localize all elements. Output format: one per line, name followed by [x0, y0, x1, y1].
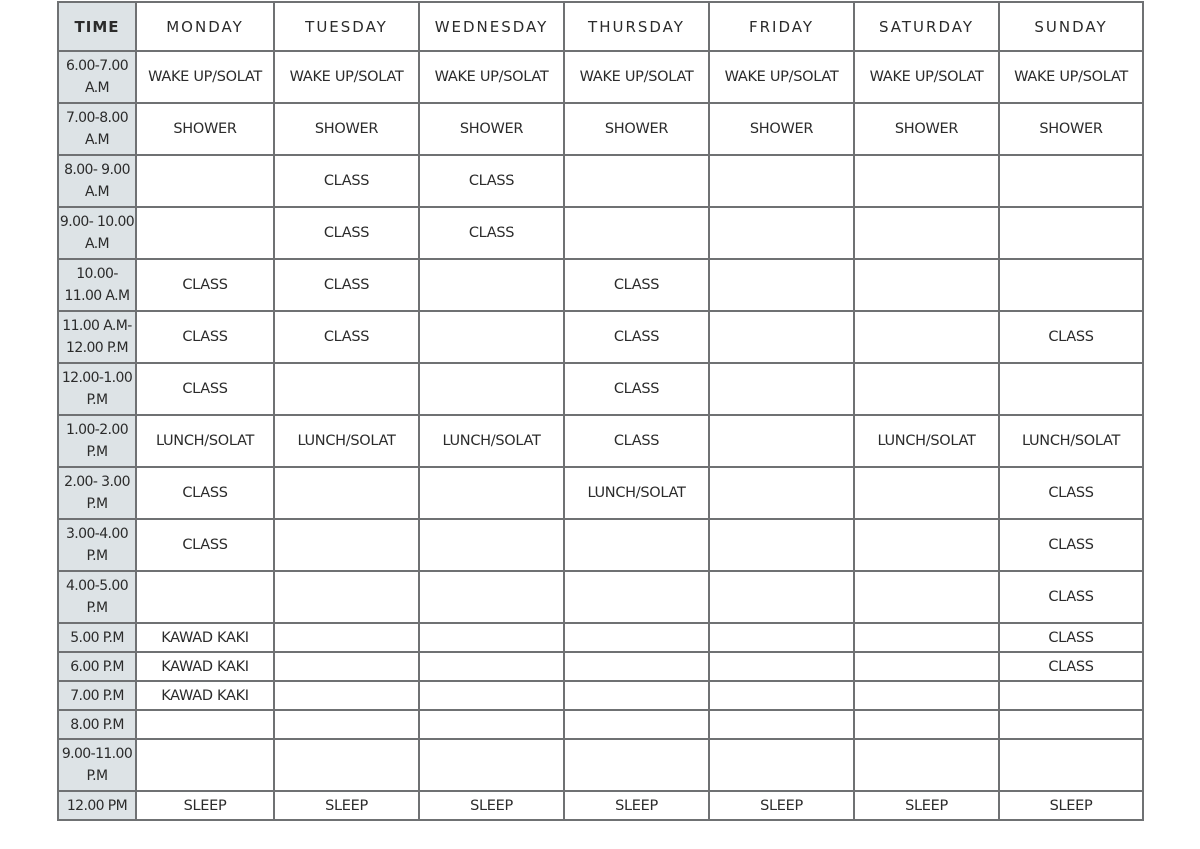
schedule-cell — [999, 259, 1143, 311]
schedule-cell: SHOWER — [136, 103, 274, 155]
schedule-cell: SLEEP — [709, 791, 854, 820]
schedule-cell: SLEEP — [274, 791, 419, 820]
schedule-cell: CLASS — [999, 623, 1143, 652]
schedule-cell: CLASS — [274, 259, 419, 311]
schedule-cell — [564, 623, 709, 652]
day-header-saturday: SATURDAY — [854, 2, 999, 51]
schedule-cell — [419, 571, 564, 623]
schedule-cell — [564, 571, 709, 623]
time-slot-label: 1.00-2.00 P.M — [58, 415, 136, 467]
time-slot-label: 5.00 P.M — [58, 623, 136, 652]
table-row — [58, 710, 1143, 739]
schedule-cell — [999, 681, 1143, 710]
schedule-cell: CLASS — [999, 311, 1143, 363]
schedule-cell — [854, 710, 999, 739]
schedule-cell: WAKE UP/SOLAT — [999, 51, 1143, 103]
schedule-cell — [419, 519, 564, 571]
schedule-cell — [709, 467, 854, 519]
day-header-tuesday: TUESDAY — [274, 2, 419, 51]
table-row — [58, 311, 1143, 363]
schedule-cell — [854, 623, 999, 652]
schedule-cell — [274, 571, 419, 623]
time-slot-label: 7.00 P.M — [58, 681, 136, 710]
table-row — [58, 415, 1143, 467]
table-row — [58, 51, 1143, 103]
schedule-cell — [854, 155, 999, 207]
schedule-cell — [419, 739, 564, 791]
schedule-cell: CLASS — [564, 415, 709, 467]
schedule-cell: LUNCH/SOLAT — [419, 415, 564, 467]
schedule-cell — [136, 207, 274, 259]
schedule-cell: SHOWER — [999, 103, 1143, 155]
schedule-cell: CLASS — [274, 311, 419, 363]
schedule-cell: LUNCH/SOLAT — [136, 415, 274, 467]
table-row — [58, 739, 1143, 791]
schedule-cell: CLASS — [136, 259, 274, 311]
schedule-cell — [854, 259, 999, 311]
schedule-cell — [854, 363, 999, 415]
schedule-cell — [854, 519, 999, 571]
schedule-cell: KAWAD KAKI — [136, 623, 274, 652]
schedule-cell — [419, 363, 564, 415]
header-row — [58, 2, 1143, 51]
schedule-cell — [854, 571, 999, 623]
schedule-cell: SHOWER — [564, 103, 709, 155]
schedule-cell: CLASS — [136, 467, 274, 519]
schedule-cell: WAKE UP/SOLAT — [709, 51, 854, 103]
time-column-header: TIME — [58, 2, 136, 51]
schedule-cell — [709, 311, 854, 363]
schedule-cell — [709, 519, 854, 571]
time-slot-label: 11.00 A.M- 12.00 P.M — [58, 311, 136, 363]
schedule-cell — [709, 415, 854, 467]
day-header-friday: FRIDAY — [709, 2, 854, 51]
table-row — [58, 681, 1143, 710]
day-header-wednesday: WEDNESDAY — [419, 2, 564, 51]
table-row — [58, 571, 1143, 623]
weekly-schedule-table — [57, 1, 1144, 821]
schedule-cell — [136, 739, 274, 791]
schedule-cell — [419, 623, 564, 652]
schedule-cell: CLASS — [274, 155, 419, 207]
schedule-cell — [564, 739, 709, 791]
schedule-cell — [999, 155, 1143, 207]
schedule-cell — [136, 571, 274, 623]
schedule-cell — [999, 363, 1143, 415]
time-slot-label: 3.00-4.00 P.M — [58, 519, 136, 571]
schedule-cell — [709, 652, 854, 681]
schedule-cell — [274, 710, 419, 739]
schedule-cell — [709, 571, 854, 623]
schedule-cell — [564, 652, 709, 681]
schedule-cell — [709, 623, 854, 652]
day-header-thursday: THURSDAY — [564, 2, 709, 51]
table-row — [58, 207, 1143, 259]
schedule-body — [58, 51, 1143, 820]
schedule-cell — [419, 467, 564, 519]
time-slot-label: 8.00- 9.00 A.M — [58, 155, 136, 207]
schedule-cell — [274, 652, 419, 681]
time-slot-label: 9.00-11.00 P.M — [58, 739, 136, 791]
schedule-cell — [854, 681, 999, 710]
schedule-cell: WAKE UP/SOLAT — [274, 51, 419, 103]
schedule-cell — [419, 311, 564, 363]
schedule-cell: CLASS — [564, 311, 709, 363]
table-row — [58, 103, 1143, 155]
schedule-cell — [419, 259, 564, 311]
schedule-cell: LUNCH/SOLAT — [999, 415, 1143, 467]
time-slot-label: 12.00-1.00 P.M — [58, 363, 136, 415]
schedule-cell — [854, 467, 999, 519]
time-slot-label: 7.00-8.00 A.M — [58, 103, 136, 155]
table-row — [58, 363, 1143, 415]
schedule-cell — [564, 155, 709, 207]
table-row — [58, 155, 1143, 207]
schedule-cell — [274, 467, 419, 519]
schedule-cell: CLASS — [419, 155, 564, 207]
schedule-cell — [709, 363, 854, 415]
schedule-cell — [854, 311, 999, 363]
time-slot-label: 12.00 PM — [58, 791, 136, 820]
schedule-cell — [274, 519, 419, 571]
schedule-cell: CLASS — [999, 652, 1143, 681]
schedule-cell: SLEEP — [564, 791, 709, 820]
schedule-cell: SHOWER — [419, 103, 564, 155]
schedule-cell — [854, 652, 999, 681]
schedule-cell: KAWAD KAKI — [136, 652, 274, 681]
time-slot-label: 2.00- 3.00 P.M — [58, 467, 136, 519]
time-slot-label: 4.00-5.00 P.M — [58, 571, 136, 623]
schedule-cell: CLASS — [564, 363, 709, 415]
table-row — [58, 519, 1143, 571]
schedule-cell — [854, 739, 999, 791]
time-slot-label: 10.00- 11.00 A.M — [58, 259, 136, 311]
schedule-cell — [709, 207, 854, 259]
time-slot-label: 6.00-7.00 A.M — [58, 51, 136, 103]
schedule-cell: CLASS — [136, 519, 274, 571]
schedule-cell — [709, 259, 854, 311]
schedule-cell: CLASS — [999, 571, 1143, 623]
schedule-cell: SHOWER — [709, 103, 854, 155]
schedule-cell — [564, 681, 709, 710]
schedule-cell: CLASS — [999, 467, 1143, 519]
schedule-cell — [564, 519, 709, 571]
table-row — [58, 652, 1143, 681]
schedule-cell — [999, 739, 1143, 791]
schedule-cell — [564, 207, 709, 259]
schedule-cell — [274, 739, 419, 791]
schedule-cell: CLASS — [136, 363, 274, 415]
schedule-cell: WAKE UP/SOLAT — [564, 51, 709, 103]
schedule-cell: KAWAD KAKI — [136, 681, 274, 710]
schedule-cell — [709, 155, 854, 207]
schedule-cell: SLEEP — [854, 791, 999, 820]
schedule-cell — [564, 710, 709, 739]
schedule-cell: LUNCH/SOLAT — [854, 415, 999, 467]
time-slot-label: 9.00- 10.00 A.M — [58, 207, 136, 259]
schedule-cell: WAKE UP/SOLAT — [854, 51, 999, 103]
schedule-cell — [709, 681, 854, 710]
schedule-cell: LUNCH/SOLAT — [274, 415, 419, 467]
table-row — [58, 623, 1143, 652]
schedule-cell — [274, 623, 419, 652]
table-row — [58, 791, 1143, 820]
table-row — [58, 467, 1143, 519]
schedule-cell: CLASS — [564, 259, 709, 311]
schedule-cell: LUNCH/SOLAT — [564, 467, 709, 519]
schedule-cell: CLASS — [419, 207, 564, 259]
schedule-cell: CLASS — [136, 311, 274, 363]
schedule-cell — [136, 710, 274, 739]
schedule-cell: SLEEP — [419, 791, 564, 820]
schedule-cell — [136, 155, 274, 207]
day-header-monday: MONDAY — [136, 2, 274, 51]
schedule-cell — [419, 652, 564, 681]
schedule-cell: CLASS — [999, 519, 1143, 571]
schedule-cell — [999, 207, 1143, 259]
time-slot-label: 8.00 P.M — [58, 710, 136, 739]
schedule-cell: WAKE UP/SOLAT — [136, 51, 274, 103]
schedule-cell — [854, 207, 999, 259]
schedule-cell — [709, 710, 854, 739]
schedule-cell — [274, 363, 419, 415]
time-slot-label: 6.00 P.M — [58, 652, 136, 681]
schedule-cell: SHOWER — [854, 103, 999, 155]
schedule-cell — [419, 710, 564, 739]
schedule-cell: SLEEP — [999, 791, 1143, 820]
schedule-cell: WAKE UP/SOLAT — [419, 51, 564, 103]
schedule-cell: SLEEP — [136, 791, 274, 820]
schedule-cell — [274, 681, 419, 710]
schedule-cell — [419, 681, 564, 710]
schedule-cell: CLASS — [274, 207, 419, 259]
schedule-cell: SHOWER — [274, 103, 419, 155]
table-row — [58, 259, 1143, 311]
schedule-cell — [709, 739, 854, 791]
schedule-cell — [999, 710, 1143, 739]
day-header-sunday: SUNDAY — [999, 2, 1143, 51]
